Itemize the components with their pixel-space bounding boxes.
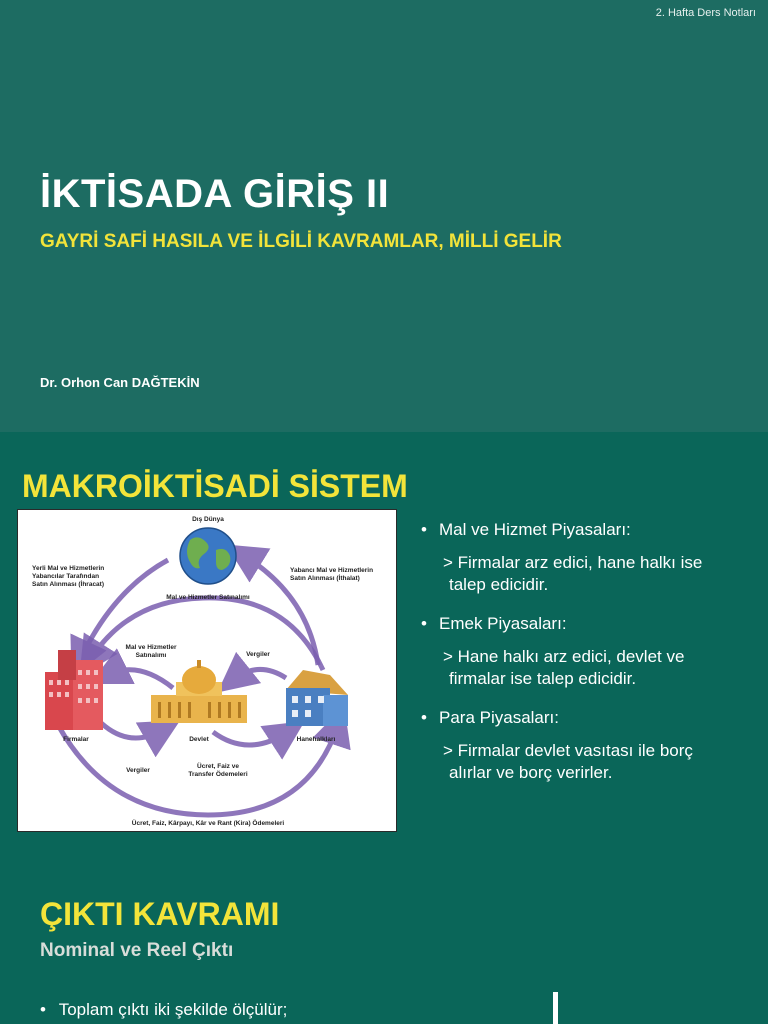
bullet-icon: •	[421, 708, 427, 727]
label-transfer-1: Ücret, Faiz ve	[197, 763, 239, 770]
page-title: İKTİSADA GİRİŞ II	[40, 172, 390, 216]
label-transfer-2: Transfer Ödemeleri	[188, 771, 248, 778]
label-import-1: Yabancı Mal ve Hizmetlerin	[290, 567, 374, 574]
circular-flow-diagram	[17, 509, 397, 832]
label-factor-payments: Ücret, Faiz, Kârpayı, Kâr ve Rant (Kira) Ödemeleri	[131, 820, 285, 827]
diagram-svg	[18, 510, 396, 831]
label-export-3: Satın Alınması (İhracat)	[32, 581, 104, 588]
label-gov-goods-1: Mal ve Hizmetler	[125, 644, 177, 651]
bullet-line: firmalar ise talep edicidir.	[449, 669, 637, 688]
label-world: Dış Dünya	[192, 516, 224, 523]
bullet-head: Para Piyasaları:	[439, 708, 559, 727]
output-bullet-text: Toplam çıktı iki şekilde ölçülür;	[58, 1000, 288, 1019]
section-title-macro-system: MAKROİKTİSADİ SİSTEM	[22, 468, 408, 504]
arrow-transfers	[213, 732, 288, 745]
bullet-line: talep edicidir.	[449, 575, 549, 594]
content-slide	[0, 432, 768, 1024]
page-subtitle: GAYRİ SAFİ HASILA VE İLGİLİ KAVRAMLAR, MİLLİ GELİR	[40, 231, 562, 252]
bullet-head: Emek Piyasaları:	[439, 614, 567, 633]
bullet-icon: •	[421, 614, 427, 633]
bullet-labor-market	[421, 614, 761, 690]
label-gov-goods-2: Satınalımı	[135, 652, 167, 659]
capitol-building-icon	[151, 660, 247, 723]
bullet-line: > Firmalar devlet vasıtası ile borç	[443, 741, 693, 760]
output-bullet	[40, 1000, 287, 1020]
label-firms: Firmalar	[63, 736, 89, 743]
label-goods-purchase: Mal ve Hizmetler Satınalımı	[166, 594, 250, 601]
label-export-1: Yerli Mal ve Hizmetlerin	[32, 565, 105, 572]
house-icon	[286, 670, 348, 726]
arrow-taxes-top	[233, 669, 286, 680]
author-name: Dr. Orhon Can DAĞTEKİN	[40, 375, 200, 390]
bullet-line: > Firmalar arz edici, hane halkı ise	[443, 553, 703, 572]
header-note: 2. Hafta Ders Notları	[655, 7, 756, 19]
title-slide	[0, 0, 768, 432]
arrow-goods-purchase	[90, 598, 323, 670]
bullet-line: alırlar ve borç verirler.	[449, 763, 613, 782]
bullet-goods-market	[421, 520, 761, 596]
bullet-icon: •	[421, 520, 427, 539]
label-import-2: Satın Alınması (İthalat)	[290, 575, 360, 582]
label-export-2: Yabancılar Tarafından	[32, 573, 100, 580]
bullet-head: Mal ve Hizmet Piyasaları:	[439, 520, 631, 539]
globe-icon	[180, 528, 236, 584]
bullet-line: > Hane halkı arz edici, devlet ve	[443, 647, 685, 666]
label-taxes-bottom: Vergiler	[126, 767, 150, 774]
bullet-icon: •	[40, 1000, 46, 1019]
bullet-money-market	[421, 708, 761, 784]
market-bullets	[421, 520, 761, 802]
section-title-output: ÇIKTI KAVRAMI	[40, 896, 280, 932]
label-government: Devlet	[189, 736, 209, 743]
section-subtitle-output: Nominal ve Reel Çıktı	[40, 940, 234, 961]
label-households: Hanehalkları	[296, 736, 336, 743]
arrow-gov-goods	[108, 670, 173, 688]
factory-building-icon	[45, 650, 103, 730]
label-taxes-top: Vergiler	[246, 651, 270, 658]
text-cursor	[553, 992, 558, 1024]
